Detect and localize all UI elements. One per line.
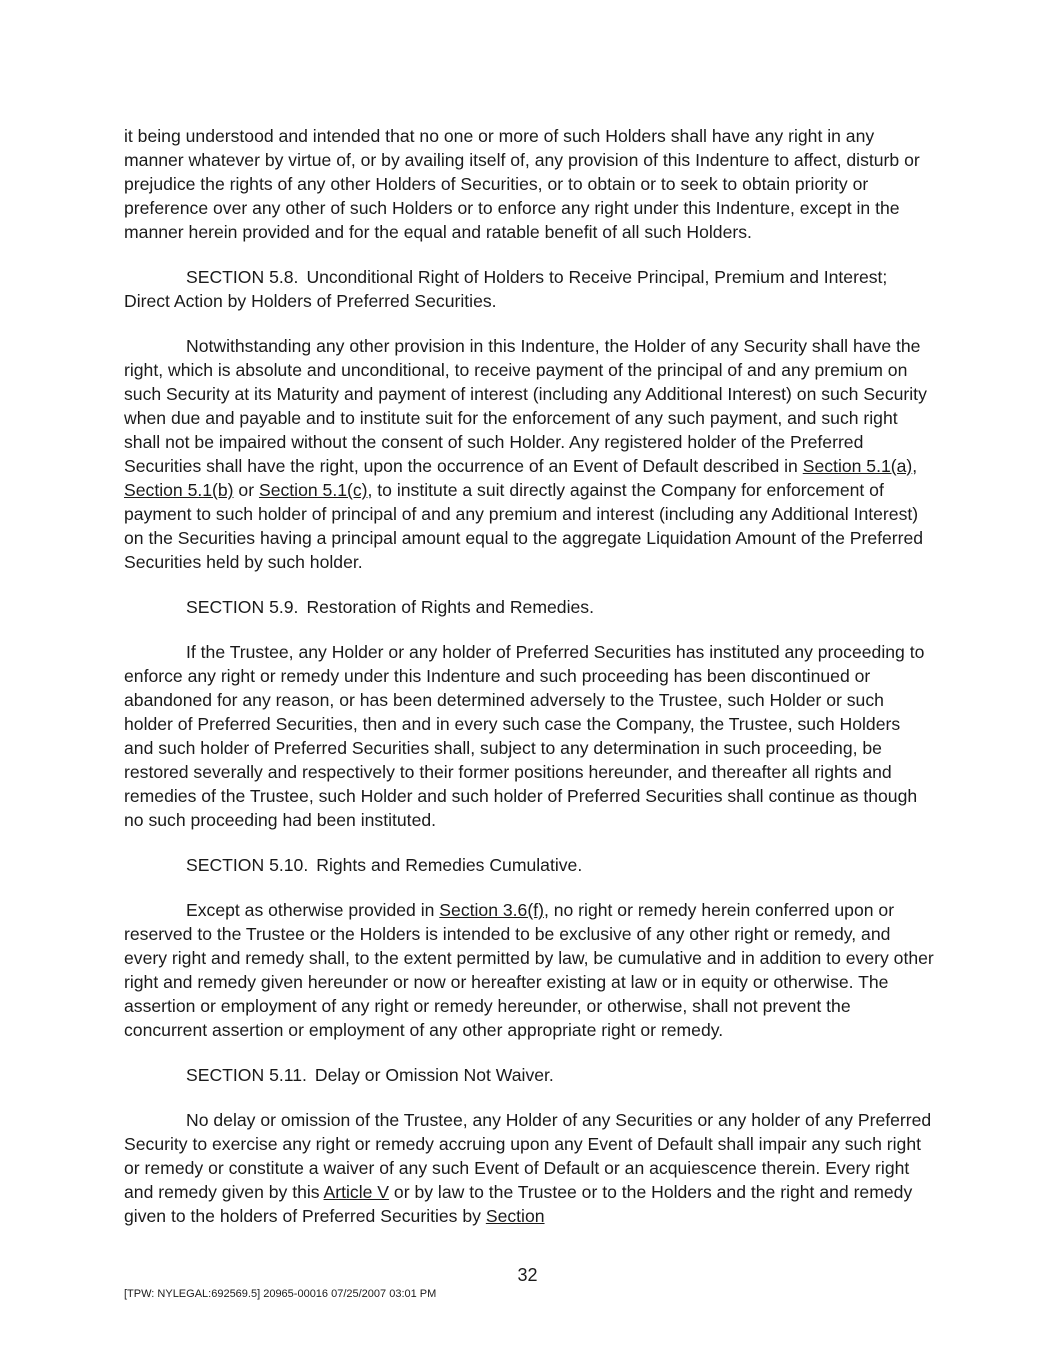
section-5-11-heading — [124, 1063, 934, 1087]
body-text: or by law to the Trustee or to the Holders and the right and remedy given to the holders of Preferred Securities by — [124, 1182, 913, 1226]
document-body — [124, 124, 934, 1249]
paragraph-continuation: it being understood and intended that no one or more of such Holders shall have any right in any manner whatever by virtue of, or by availing itself of, any provision of this Indenture to affect, disturb or prejudice the rights of any other Holders of Securities, or to obtain or to seek to obtain priority or preference over any other of such Holders or to enforce any right under this Indenture, except in the manner herein provided and for the equal and ratable benefit of all such Holders. — [124, 126, 920, 242]
section-5-9-heading — [124, 595, 934, 619]
section-reference: Section 5.1(c) — [258, 480, 368, 500]
section-reference: Section 3.6(f) — [439, 900, 544, 920]
section-5-8-body — [124, 334, 934, 574]
section-title: Delay or Omission Not Waiver. — [314, 1065, 554, 1085]
section-reference: Section 5.1(b) — [124, 480, 234, 500]
section-5-8-heading — [124, 265, 934, 313]
section-title: Rights and Remedies Cumulative. — [316, 855, 583, 875]
body-text: , no right or remedy herein conferred upon or reserved to the Trustee or the Holders is intended to be exclusive of any other right or remedy, and every right and remedy shall, to the extent permitted by law, be cumulative and in addition to every other right and remedy given hereunder or now or hereafter existing at law or in equity or otherwise. The assertion or employment of any right or remedy hereunder, or otherwise, shall not prevent the concurrent assertion or employment of any other appropriate right or remedy. — [124, 900, 934, 1040]
document-footer-id: [TPW: NYLEGAL:692569.5] 20965-00016 07/25/2007 03:01 PM — [124, 1288, 437, 1300]
section-title: Unconditional Right of Holders to Receive Principal, Premium and Interest; Direct Action by Holders of Preferred Securities. — [124, 267, 888, 311]
section-reference: Section 5.1(a) — [802, 456, 913, 476]
body-text: , to institute a suit directly against the Company for enforcement of payment to such holder of principal of and any premium and interest (including any Additional Interest) on the Securities having a principal amount equal to the aggregate Liquidation Amount of the Preferred Securities held by such holder. — [124, 480, 924, 572]
section-5-9-body: If the Trustee, any Holder or any holder of Preferred Securities has instituted any proceeding to enforce any right or remedy under this Indenture and such proceeding has been discontinued or abandoned for any reason, or has been determined adversely to the Trustee, such Holder or such holder of Preferred Securities, then and in every such case the Company, the Trustee, such Holders and such holder of Preferred Securities shall, subject to any determination in such proceeding, be restored severally and respectively to their former positions hereunder, and thereafter all rights and remedies of the Trustee, such Holder and such holder of Preferred Securities shall continue as though no such proceeding had been instituted. — [124, 642, 925, 830]
section-number: SECTION 5.9. — [186, 597, 299, 617]
section-reference: Section — [485, 1206, 545, 1226]
section-number: SECTION 5.11. — [186, 1065, 307, 1085]
body-text: No delay or omission of the Trustee, any Holder of any Securities or any holder of any Preferred Security to exercise any right or remedy accruing upon any Event of Default shall impair any such right or remedy or constitute a waiver of any such Event of Default or an acquiescence therein. Every right and remedy given by this — [124, 1110, 932, 1202]
separator-text: , — [912, 456, 918, 476]
section-5-10-body — [124, 898, 934, 1042]
body-text: Except as otherwise provided in — [186, 900, 440, 920]
section-5-10-heading — [124, 853, 934, 877]
section-5-11-body — [124, 1108, 934, 1228]
section-number: SECTION 5.10. — [186, 855, 309, 875]
article-reference: Article V — [323, 1182, 390, 1202]
body-text: Notwithstanding any other provision in this Indenture, the Holder of any Security shall have the right, which is absolute and unconditional, to receive payment of the principal of and any premium on such Security at its Maturity and payment of interest (including any Additional Interest) on such Security when due and payable and to institute suit for the enforcement of any such payment, and such right shall not be impaired without the consent of such Holder. Any registered holder of the Preferred Securities shall have the right, upon the occurrence of an Event of Default described in — [124, 336, 927, 476]
section-number: SECTION 5.8. — [186, 267, 299, 287]
section-title: Restoration of Rights and Remedies. — [306, 597, 594, 617]
separator-text: or — [233, 480, 259, 500]
page-number: 32 — [517, 1265, 538, 1285]
